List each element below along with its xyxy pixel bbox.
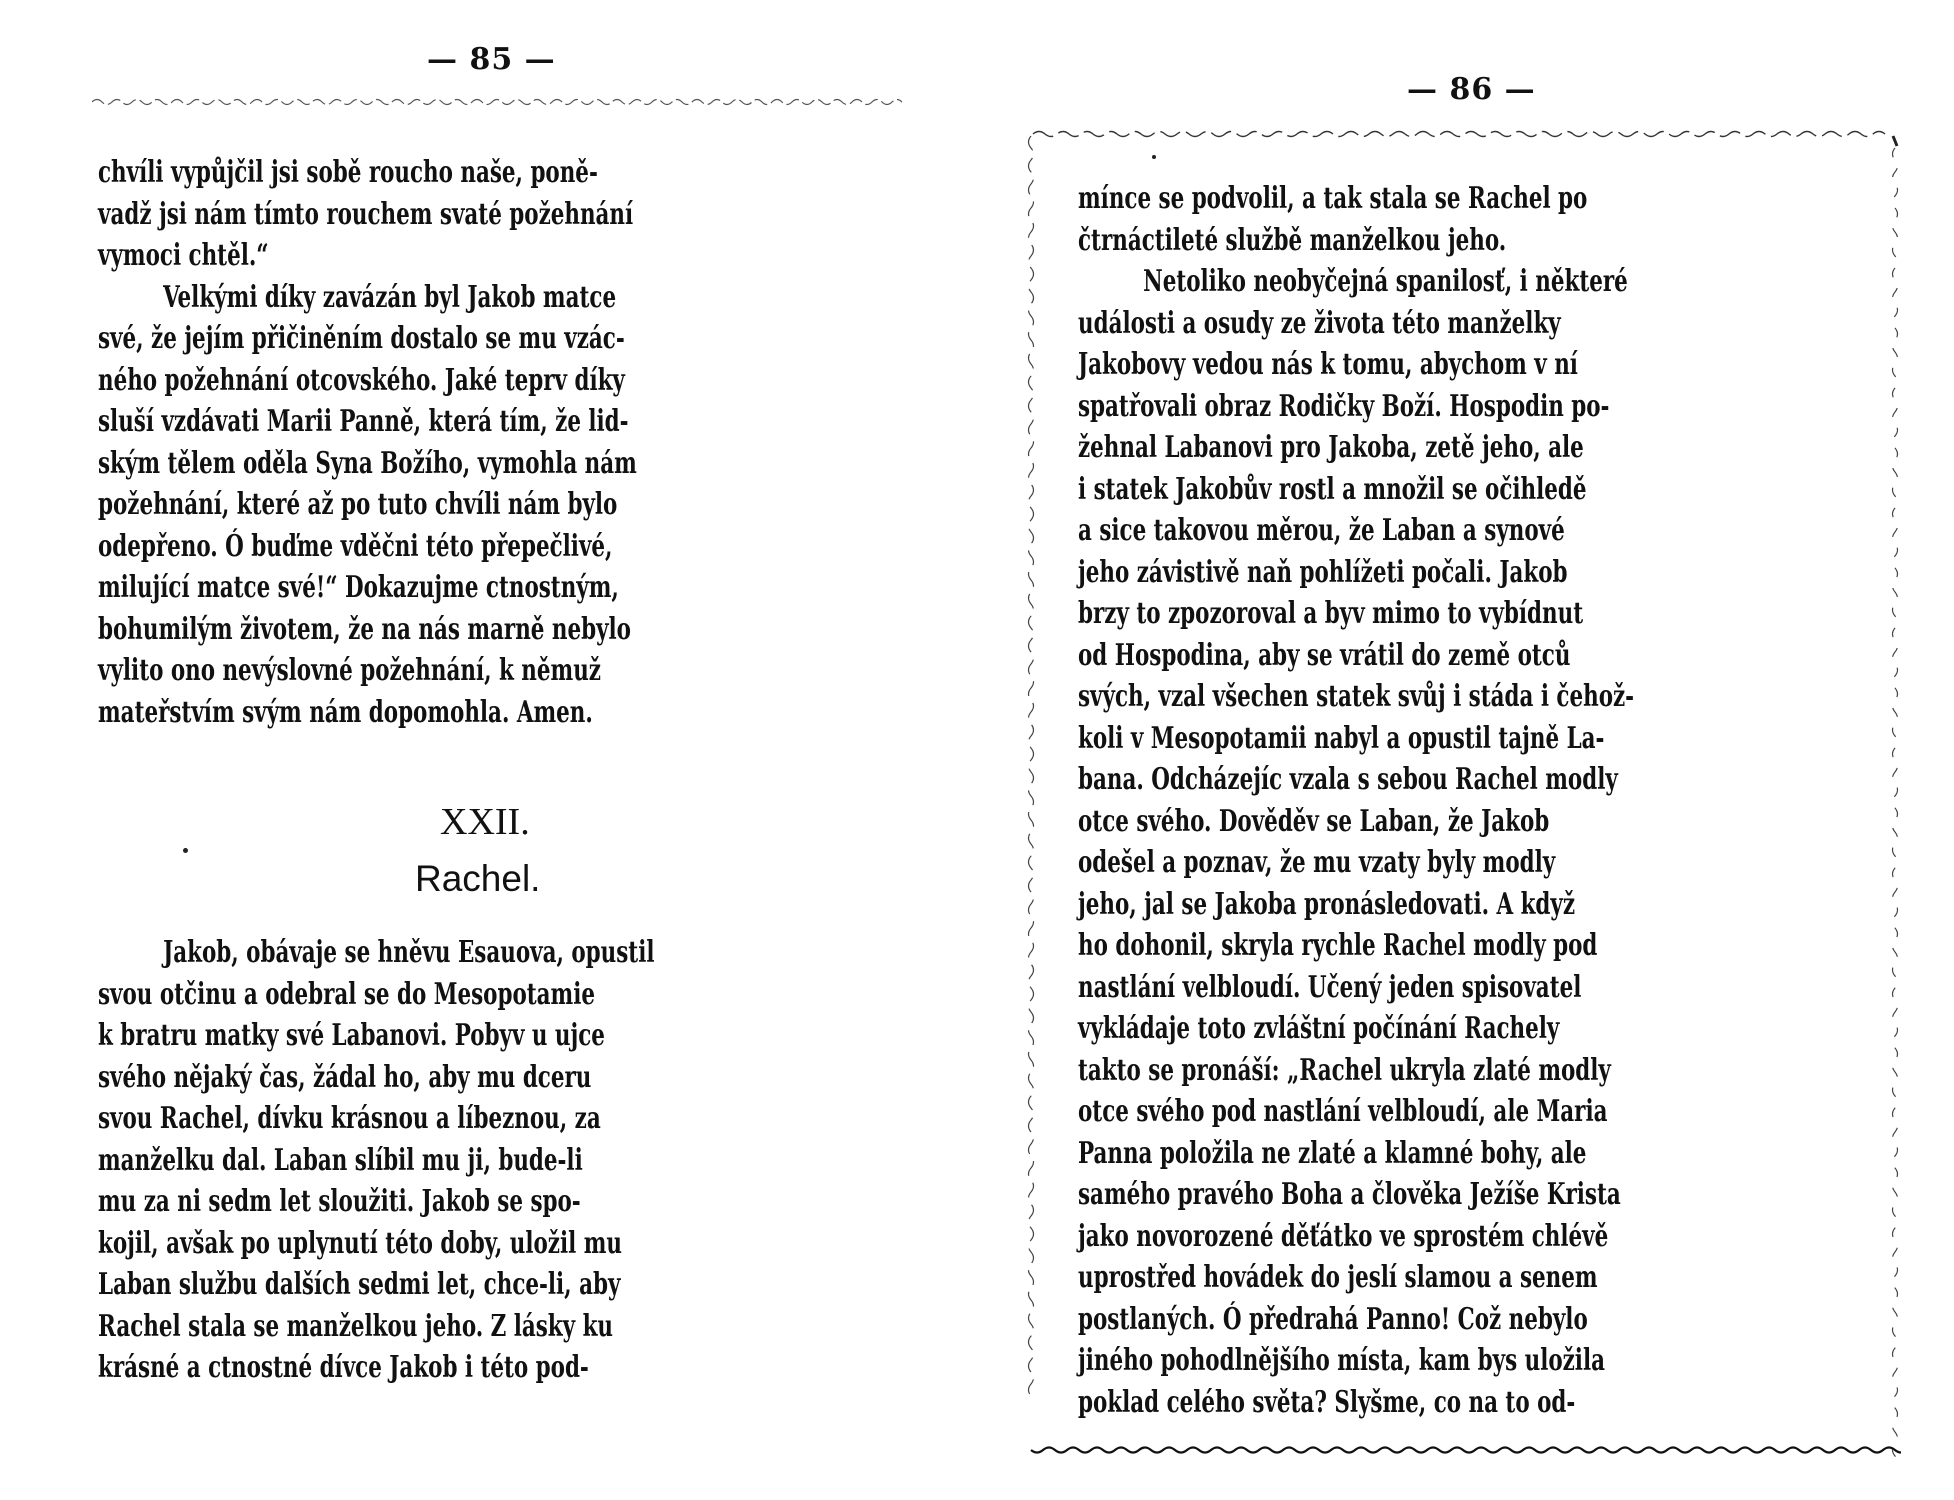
text-line: nastlání velbloudí. Učený jeden spisovatel <box>1078 969 1582 1005</box>
paragraph <box>1078 261 1872 1423</box>
paragraph <box>1078 178 1872 261</box>
text-line: mu za ni sedm let sloužiti. Jakob se spo- <box>98 1184 581 1219</box>
text-line: ským tělem oděla Syna Božího, vymohla nám <box>98 445 637 481</box>
text-line: i statek Jakobův rostl a množil se očihledě <box>1078 471 1587 507</box>
text-line: ného požehnání otcovského. Jaké teprv díky <box>98 362 625 398</box>
paragraph <box>98 152 892 277</box>
text-line: k bratru matky své Labanovi. Pobyv u ujce <box>98 1018 605 1053</box>
chapter-title: Rachel. <box>415 858 541 899</box>
print-speck <box>1152 155 1156 159</box>
text-line: vykládaje toto zvláštní počínání Rachely <box>1078 1011 1560 1046</box>
text-line: žehnal Labanovi pro Jakoba, zetě jeho, ale <box>1078 430 1584 465</box>
page-number: — 85 — <box>427 42 556 77</box>
text-line: svého nějaký čas, žádal ho, aby mu dceru <box>98 1059 592 1095</box>
text-line: chvíli vypůjčil jsi sobě roucho naše, poně- <box>98 155 598 190</box>
text-line: a sice takovou měrou, že Laban a synové <box>1078 513 1565 548</box>
text-line: mínce se podvolil, a tak stala se Rachel po <box>1078 181 1588 216</box>
text-line: uprostřed hovádek do jeslí slamou a senem <box>1078 1260 1598 1295</box>
text-block-top <box>98 152 892 733</box>
text-line: manželku dal. Laban slíbil mu ji, bude-li <box>98 1142 583 1178</box>
text-line: Jakobovy vedou nás k tomu, abychom v ní <box>1078 347 1578 382</box>
text-line: svou Rachel, dívku krásnou a líbeznou, za <box>98 1101 601 1136</box>
text-block <box>1078 178 1872 1423</box>
chapter-number: XXII. <box>440 801 530 843</box>
text-line: od Hospodina, aby se vrátil do země otců <box>1078 637 1571 673</box>
text-line: Jakob, obávaje se hněvu Esauova, opustil <box>163 935 655 970</box>
text-line: své, že jejím přičiněním dostalo se mu vzác- <box>98 321 625 356</box>
text-line: Netoliko neobyčejná spanilosť, i některé <box>1143 264 1628 299</box>
text-line: jeho závistivě naň pohlížeti počali. Jakob <box>1078 554 1568 590</box>
text-line: poklad celého světa? Slyšme, co na to od- <box>1078 1384 1576 1420</box>
text-line: koli v Mesopotamii nabyl a opustil tajně La- <box>1078 720 1605 756</box>
text-line: Rachel stala se manželkou jeho. Z lásky ku <box>98 1308 614 1344</box>
text-line: svých, vzal všechen statek svůj i stáda i čehož- <box>1078 679 1635 714</box>
wavy-rule-divider <box>92 96 902 108</box>
text-line: vadž jsi nám tímto rouchem svaté požehnání <box>98 196 634 232</box>
text-line: Velkými díky zavázán byl Jakob matce <box>163 279 617 315</box>
text-line: jeho, jal se Jakoba pronásledovati. A když <box>1078 886 1576 922</box>
paragraph <box>98 932 892 1389</box>
paragraph <box>98 277 892 734</box>
text-line: vymoci chtěl.“ <box>98 238 269 273</box>
text-line: požehnání, které až po tuto chvíli nám bylo <box>98 487 618 522</box>
text-line: vylito ono nevýslovné požehnání, k němuž <box>98 653 601 688</box>
text-line: krásné a ctnostné dívce Jakob i této pod- <box>98 1350 589 1385</box>
text-line: spatřovali obraz Rodičky Boží. Hospodin po- <box>1078 388 1610 424</box>
text-line: svou otčinu a odebral se do Mesopotamie <box>98 976 595 1012</box>
text-line: odepřeno. Ó buďme vděčni této přepečlivé, <box>98 528 613 564</box>
text-line: otce svého pod nastlání velbloudí, ale Maria <box>1078 1094 1608 1129</box>
text-line: jako novorozené děťátko ve sprostém chlévě <box>1078 1218 1609 1254</box>
text-line: události a osudy ze života této manželky <box>1078 305 1561 341</box>
text-line: čtrnáctileté službě manželkou jeho. <box>1078 222 1507 258</box>
text-line: odešel a poznav, že mu vzaty byly modly <box>1078 845 1556 880</box>
text-line: ho dohonil, skryla rychle Rachel modly pod <box>1078 928 1598 963</box>
text-line: mateřstvím svým nám dopomohla. Amen. <box>98 694 593 730</box>
text-line: otce svého. Dověděv se Laban, že Jakob <box>1078 803 1550 839</box>
text-line: samého pravého Boha a člověka Ježíše Krista <box>1078 1177 1621 1212</box>
text-line: Panna položila ne zlaté a klamné bohy, ale <box>1078 1135 1587 1171</box>
text-line: sluší vzdávati Marii Panně, která tím, že lid- <box>98 404 629 439</box>
text-line: Laban službu dalších sedmi let, chce-li, aby <box>98 1267 621 1302</box>
right-page <box>977 0 1954 1500</box>
text-line: kojil, avšak po uplynutí této doby, uložil mu <box>98 1225 622 1261</box>
text-line: jiného pohodlnějšího místa, kam bys uložila <box>1078 1343 1605 1378</box>
text-line: bana. Odcházejíc vzala s sebou Rachel modly <box>1078 762 1618 797</box>
text-block-bottom <box>98 932 892 1389</box>
text-line: postlaných. Ó předrahá Panno! Což nebylo <box>1078 1301 1588 1337</box>
print-speck <box>183 848 188 853</box>
text-line: milující matce své!“ Dokazujme ctnostným, <box>98 570 619 605</box>
text-line: takto se pronáší: „Rachel ukryla zlaté modly <box>1078 1052 1611 1088</box>
page-number: — 86 — <box>1407 72 1536 107</box>
text-line: bohumilým životem, že na nás marně nebylo <box>98 611 631 647</box>
text-line: brzy to zpozoroval a byv mimo to vybídnut <box>1078 596 1584 631</box>
